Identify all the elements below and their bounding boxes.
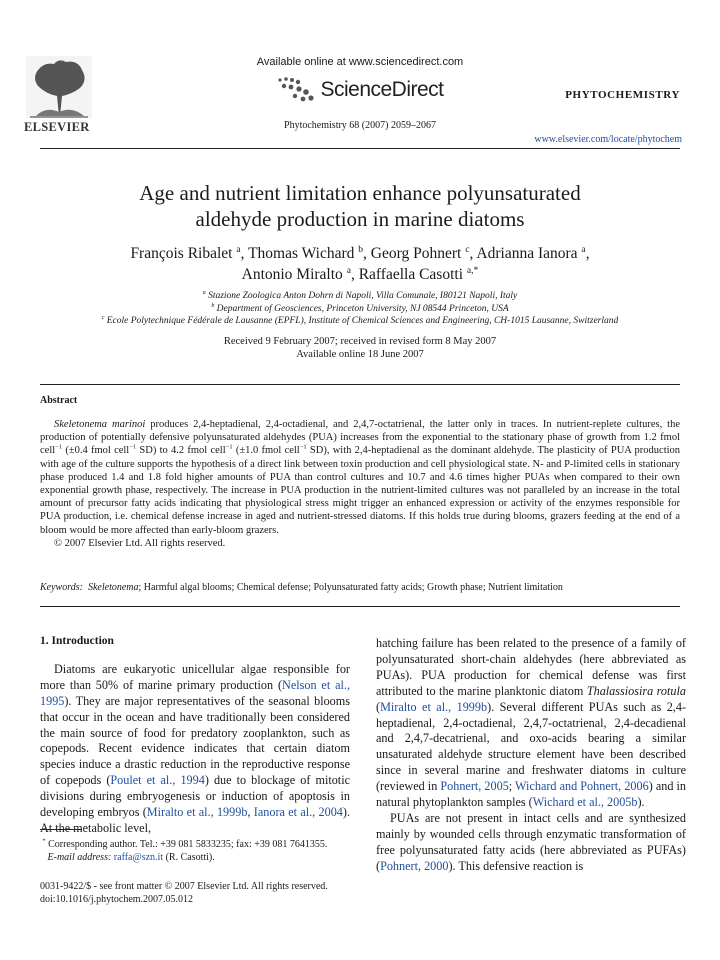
affiliations (40, 290, 680, 328)
header-divider (40, 148, 680, 149)
body-paragraph: hatching failure has been related to the presence of a family of polyunsaturated short-chain aldehydes (here abbreviated as PUAs). PUA production for chemical defense was first attributed to the marine planktonic diatom Thalassiosira rotula (Miralto et al., 1999b). Several different PUAs such as 2,4-heptadienal, 2,4-octadienal, 2,4,7-octatrienal, 2,4-decadienal and 2,4,7-decatrienal, and oxo-acids bearing a similar unsaturated aldehyde structure element have been described since in several marine and freshwater diatoms in culture (reviewed in Pohnert, 2005; Wichard and Pohnert, 2006) and in natural phytoplankton samples (Wichard et al., 2005b). (376, 636, 687, 810)
citation-link[interactable]: Pohnert, 2005 (440, 779, 509, 794)
email-link[interactable]: raffa@szn.it (113, 852, 164, 863)
footnote-contact: * Corresponding author. Tel.: +39 081 5833235; fax: +39 081 7641355. (42, 837, 328, 850)
citation-link[interactable]: Nelson et al., 1995 (40, 677, 351, 708)
author-name[interactable]: Adrianna Ianora (476, 245, 578, 262)
keywords-label: Keywords: (40, 582, 83, 593)
footnote-divider (40, 829, 82, 830)
author-name[interactable]: Thomas Wichard (248, 245, 355, 262)
journal-url-link[interactable]: www.elsevier.com/locate/phytochem (534, 134, 682, 145)
abstract-copyright: © 2007 Elsevier Ltd. All rights reserved. (54, 537, 226, 549)
author-name[interactable]: Raffaella Casotti (358, 266, 464, 283)
affiliation-mark: a (346, 264, 351, 276)
doi-line[interactable]: doi:10.1016/j.phytochem.2007.05.012 (40, 894, 194, 905)
author-name[interactable]: Georg Pohnert (370, 245, 462, 262)
affiliation-item: $^a$ Stazione Zoologica Anton Dohrn di Napoli, Villa Comunale, I80121 Napoli, Italy (202, 289, 518, 301)
body-column-right (376, 636, 686, 875)
abstract-body (40, 418, 680, 550)
author-line: Antonio Miralto $^a$, Raffaella Casotti $^{a,*}$ (241, 264, 479, 283)
article-title (80, 180, 640, 232)
citation-link[interactable]: Pohnert, 2000 (380, 858, 449, 873)
title-line: aldehyde production in marine diatoms (195, 207, 525, 231)
abstract-paragraph: Skeletonema marinoi produces 2,4-heptadienal, 2,4-octadienal, and 2,4,7-octatrienal, the latter only in traces. In nutrient-replete cultures, the production of potentially defensive polyunsaturated aldehydes (PUA) increases from the exponential to the stationary phase of growth from 1.2 fmol cell$^{-1}$ (±0.4 fmol cell$^{-1}$ SD) to 4.2 fmol cell$^{-1}$ (±1.0 fmol cell$^{-1}$ SD), with 2,4-heptadienal as the dominant aldehyde. The plasticity of PUA production with age of the culture supports the hypothesis of a direct link between toxin production and cell physiological state. N- and P-limited cells in stationary phase produced 1.4 and 1.8 fold higher amounts of PUA than control cultures and 10.7 and 4.6 times higher PUAs when compared to their own exponential growth phase, respectively. The increase in PUA production in the nutrient-limited cultures was not paralleled by an increase in the total amount of precursor fatty acids indicating that physiological stress might trigger an enhanced expression or activity of the enzymes responsible for PUA production, i.e. chemical defense increase in aged and nutrient-stressed diatoms. If this holds true during blooms, grazers feeding at the end of a bloom would be more affected than early-bloom grazers. (40, 419, 681, 536)
corresponding-author-footnote (40, 838, 360, 864)
citation-link[interactable]: Poulet et al., 1994 (110, 773, 205, 788)
affiliation-mark: c (465, 243, 470, 255)
author-list (60, 243, 660, 285)
title-line: Age and nutrient limitation enhance polyunsaturated (139, 181, 581, 205)
body-paragraph: PUAs are not present in intact cells and are synthesized mainly by wounded cells through enzymatic transformation of free polyunsaturated fatty acids (here abbreviated as PUFAs) (Pohnert, 2000). This defensive reaction is (376, 810, 686, 873)
publisher-name: ELSEVIER (24, 120, 90, 134)
sciencedirect-dots-icon (276, 76, 316, 104)
affiliation-item: $^c$ Ecole Polytechnique Fédérale de Lausanne (EPFL), Institute of Chemical Sciences and Engineering, CH-1015 Lausanne, Switzerland (101, 314, 619, 326)
footnote-email: E-mail address: raffa@szn.it (R. Casotti). (47, 852, 215, 863)
author-line: François Ribalet $^a$, Thomas Wichard $^b$, Georg Pohnert $^c$, Adrianna Ianora $^a$, (130, 243, 590, 262)
front-matter-line: 0031-9422/$ - see front matter © 2007 Elsevier Ltd. All rights reserved. (40, 881, 328, 892)
available-date: Available online 18 June 2007 (296, 349, 424, 360)
affiliation-mark: a,* (466, 264, 479, 276)
citation-link[interactable]: Miralto et al., 1999b (380, 699, 488, 714)
affiliation-mark: a (581, 243, 586, 255)
section-heading: 1. Introduction (40, 635, 114, 647)
received-date: Received 9 February 2007; received in revised form 8 May 2007 (223, 336, 497, 347)
journal-citation: Phytochemistry 68 (2007) 2059–2067 (284, 120, 436, 131)
keywords: Keywords: Skeletonema; Harmful algal blooms; Chemical defense; Polyunsaturated fatty acids; Growth phase; Nutrient limitation (40, 582, 563, 593)
abstract-bottom-divider (40, 606, 680, 607)
abstract-heading: Abstract (40, 395, 78, 406)
citation-link[interactable]: Ianora et al., 2004 (253, 805, 343, 820)
body-paragraph: Diatoms are eukaryotic unicellular algae responsible for more than 50% of marine primary production (Nelson et al., 1995). They are major representatives of the seasonal blooms that occur in the ocean and have traditionally been considered the main source of food for predatory zooplankton, such as copepods. Recent evidence indicates that certain diatom species induce a drastic reduction in the reproductive response of copepods (Poulet et al., 1994) due to blockage of mitotic divisions during embryogenesis or induction of apoptosis in developing embryos (Miralto et al., 1999b, Ianora et al., 2004). At the metabolic level, (40, 661, 351, 835)
citation-link[interactable]: Wichard et al., 2005b (532, 795, 638, 810)
journal-name: PHYTOCHEMISTRY (565, 89, 680, 101)
page-footer (40, 880, 440, 906)
available-online-text: Available online at www.sciencedirect.com (256, 56, 464, 68)
affiliation-mark: b (358, 243, 364, 255)
citation-link[interactable]: Miralto et al., 1999b (146, 805, 248, 820)
citation-link[interactable]: Wichard and Pohnert, 2006 (515, 779, 649, 794)
article-dates (40, 335, 680, 361)
abstract-top-divider (40, 384, 680, 385)
affiliation-mark: a (236, 243, 241, 255)
body-column-left (40, 634, 350, 837)
author-name[interactable]: Antonio Miralto (241, 266, 343, 283)
affiliation-item: $^b$ Department of Geosciences, Princeton University, NJ 08544 Princeton, USA (211, 302, 509, 314)
author-name[interactable]: François Ribalet (130, 245, 233, 262)
sciencedirect-wordmark: ScienceDirect (320, 78, 444, 101)
